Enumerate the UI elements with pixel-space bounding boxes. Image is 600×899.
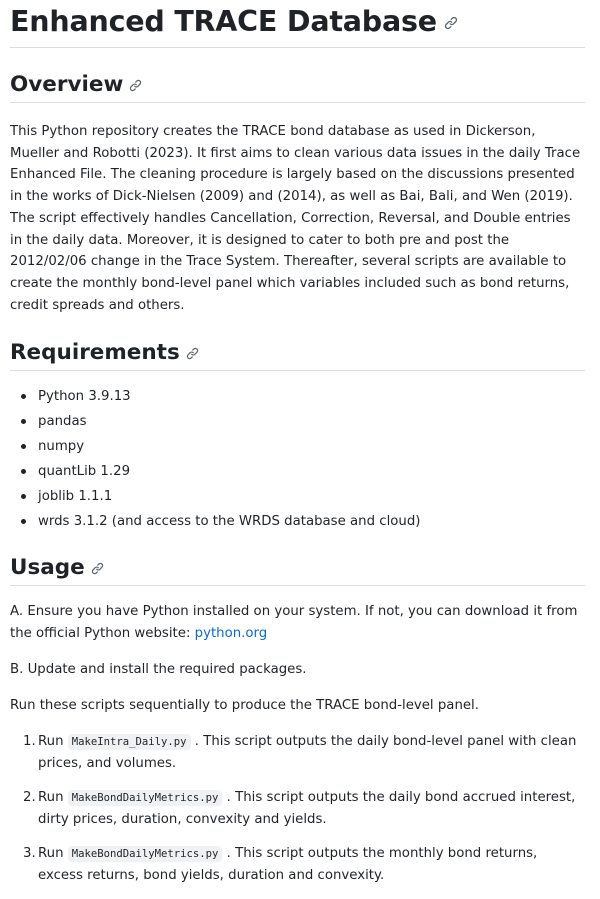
list-item <box>10 731 585 775</box>
overview-heading-text: Overview <box>10 72 124 97</box>
step-number: 2. <box>23 790 36 806</box>
page-title-text: Enhanced TRACE Database <box>10 5 437 38</box>
usage-step-a-text: A. Ensure you have Python installed on your system. If not, you can download it from the official Python website: <box>10 604 578 642</box>
script-filename: MakeBondDailyMetrics.py <box>68 790 223 806</box>
overview-heading-section <box>10 70 585 103</box>
usage-step-b: B. Update and install the required packages. <box>10 661 307 677</box>
list-item: Python 3.9.13 <box>10 384 585 409</box>
overview-heading <box>10 70 585 100</box>
list-item <box>10 843 585 887</box>
link-icon[interactable] <box>91 562 104 575</box>
step-number: 1. <box>23 734 36 750</box>
list-item: pandas <box>10 409 585 434</box>
requirements-heading-section <box>10 338 585 371</box>
script-filename: MakeIntra_Daily.py <box>68 734 191 750</box>
usage-heading-text: Usage <box>10 555 85 581</box>
list-item: quantLib 1.29 <box>10 459 585 484</box>
list-item: numpy <box>10 434 585 459</box>
readme-document <box>10 0 585 899</box>
usage-intro: Run these scripts sequentially to produce the TRACE bond-level panel. <box>10 698 479 714</box>
list-item: joblib 1.1.1 <box>10 484 585 509</box>
page-title <box>10 0 585 42</box>
usage-steps-list <box>10 731 585 887</box>
title-section <box>10 0 585 48</box>
step-prefix: Run <box>38 846 68 862</box>
step-prefix: Run <box>38 734 68 750</box>
usage-step-a <box>10 601 585 644</box>
overview-paragraph: This Python repository creates the TRACE bond database as used in Dickerson, Mueller and Robotti (2023). It first aims to clean various data issues in the daily Trace Enhanced File. The cleaning procedure is largely based on the discussions presented in the works of Dick-Nielsen (2009) and (2014), as well as Bai, Bali, and Wen (2019). The script effectively handles Cancellation, Correction, Reversal, and Double entries in the daily data. Moreover, it is designed to cater to both pre and post the 2012/02/06 change in the Trace System. Thereafter, several scripts are available to create the monthly bond-level panel which variables included such as bond returns, credit spreads and others. <box>10 124 581 313</box>
requirements-heading-text: Requirements <box>10 340 180 366</box>
step-description: . This script outputs the monthly bond returns, excess returns, bond yields, duration and convexity. <box>38 846 538 884</box>
script-filename: MakeBondDailyMetrics.py <box>68 846 223 862</box>
requirements-heading <box>10 338 585 368</box>
step-number: 3. <box>23 846 36 862</box>
usage-heading-section <box>10 553 585 586</box>
link-icon[interactable] <box>129 79 142 92</box>
step-description: . This script outputs the daily bond-level panel with clean prices, and volumes. <box>38 734 577 772</box>
usage-heading <box>10 553 585 583</box>
list-item: wrds 3.1.2 (and access to the WRDS database and cloud) <box>10 509 585 534</box>
step-prefix: Run <box>38 790 68 806</box>
python-org-link[interactable]: python.org <box>194 626 268 642</box>
link-icon[interactable] <box>186 347 199 360</box>
step-description: . This script outputs the daily bond accrued interest, dirty prices, duration, convexity and yields. <box>38 790 576 828</box>
requirements-list <box>10 384 585 534</box>
list-item <box>10 787 585 831</box>
link-icon[interactable] <box>444 16 458 30</box>
